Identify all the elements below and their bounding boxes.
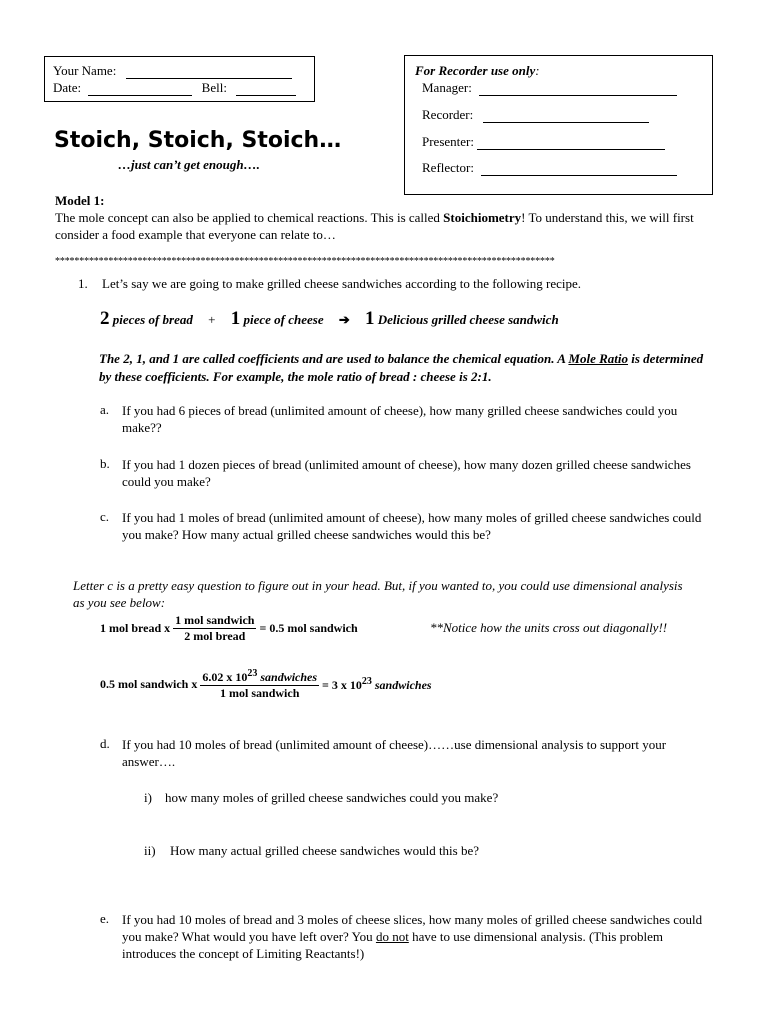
part-d-ii-text: How many actual grilled cheese sandwiches would this be? — [170, 843, 480, 858]
product-label: Delicious grilled cheese sandwich — [377, 312, 559, 327]
divider: ******************************************************************************************************* — [55, 256, 555, 267]
note-text-end: is determined by these coefficients. For example, the mole ratio of bread : cheese is 2:1. — [99, 351, 704, 384]
calc-fraction — [173, 613, 256, 644]
part-d-text: If you had 10 moles of bread (unlimited amount of cheese)……use dimensional analysis to support your answer…. — [122, 737, 667, 769]
fraction-denominator: 2 mol bread — [184, 629, 246, 643]
role-label: Recorder: — [422, 107, 474, 122]
part-b-text: If you had 1 dozen pieces of bread (unlimited amount of cheese), how many dozen grilled cheese sandwiches could you make? — [122, 457, 691, 489]
calc-2 — [100, 668, 432, 701]
recorder-field[interactable] — [483, 110, 649, 123]
student-info-box — [44, 56, 315, 102]
part-d-ii-label: ii) — [144, 843, 156, 858]
bell-field[interactable] — [236, 83, 296, 96]
plus-sign: + — [208, 312, 216, 327]
result-unit: sandwiches — [371, 678, 432, 692]
name-row — [53, 63, 292, 79]
numerator-unit: sandwiches — [257, 670, 318, 684]
note-text: The 2, 1, and 1 are called coefficients and are used to balance the chemical equation. A — [99, 351, 569, 366]
calc-start: 1 mol bread x — [100, 621, 171, 635]
part-a-label: a. — [100, 402, 110, 417]
part-d-i-text: how many moles of grilled cheese sandwiches could you make? — [165, 790, 499, 805]
calc-fraction — [200, 668, 319, 701]
calc-result: = 0.5 mol sandwich — [259, 621, 358, 635]
role-recorder — [422, 107, 649, 123]
notice-note: **Notice how the units cross out diagonally!! — [430, 620, 668, 635]
fraction-denominator: 1 mol sandwich — [220, 686, 300, 700]
part-e-text — [122, 911, 716, 962]
role-reflector — [422, 160, 677, 176]
part-b-label: b. — [100, 456, 110, 471]
note-underline: Mole Ratio — [568, 351, 629, 366]
presenter-field[interactable] — [477, 137, 665, 150]
role-label: Manager: — [422, 80, 472, 95]
q1-number: 1. — [78, 276, 88, 291]
date-field[interactable] — [88, 83, 192, 96]
arrow-icon: ➔ — [338, 312, 350, 327]
numerator-value: 6.02 x 10 — [202, 670, 248, 684]
result-value: = 3 x 10 — [322, 678, 362, 692]
reflector-field[interactable] — [481, 163, 677, 176]
page-title: Stoich, Stoich, Stoich… — [54, 128, 342, 153]
q1-text: Let’s say we are going to make grilled cheese sandwiches according to the following recipe. — [102, 276, 582, 291]
calc-start: 0.5 mol sandwich x — [100, 677, 198, 691]
reactant-label: pieces of bread — [112, 312, 193, 327]
name-field[interactable] — [126, 66, 292, 79]
recipe-equation — [100, 308, 559, 330]
part-d-i-label: i) — [144, 790, 152, 805]
coefficient: 1 — [365, 308, 375, 329]
recorder-box — [404, 55, 713, 195]
part-e-text-start: If you had 10 moles of bread and 3 moles of cheese slices, how many moles of grilled cheese sandwiches could you make? What would you have left over? You — [122, 912, 703, 944]
manager-field[interactable] — [479, 83, 677, 96]
fraction-numerator: 1 mol sandwich — [175, 613, 255, 627]
recorder-heading-text: For Recorder use only — [415, 63, 536, 78]
fraction-numerator — [200, 668, 319, 686]
date-row — [53, 80, 296, 96]
coefficient: 1 — [230, 308, 241, 329]
part-e-label: e. — [100, 911, 110, 926]
role-label: Reflector: — [422, 160, 474, 175]
recorder-heading — [415, 63, 540, 79]
intro-text: The mole concept can also be applied to chemical reactions. This is called — [55, 210, 444, 225]
calc-1 — [100, 613, 358, 644]
intro-bold: Stoichiometry — [443, 210, 522, 225]
date-label: Date: — [53, 80, 82, 95]
part-e-underline: do not — [375, 929, 409, 944]
part-e-text-end: have to use dimensional analysis. (This problem introduces the concept of Limiting Reactants!) — [122, 929, 663, 961]
recorder-heading-colon: : — [535, 63, 540, 78]
intro-text-end: ! To understand this, we will first consider a food example that everyone can relate to… — [55, 210, 694, 242]
bell-label: Bell: — [201, 80, 227, 95]
part-a-text: If you had 6 pieces of bread (unlimited amount of cheese), how many grilled cheese sandwiches could you make?? — [122, 403, 678, 435]
numerator-exponent: 23 — [247, 668, 258, 679]
model-heading: Model 1: — [55, 193, 105, 208]
letter-c-note: Letter c is a pretty easy question to figure out in your head. But, if you wanted to, you could use dimensional analysis as you see below: — [73, 578, 683, 610]
model-intro — [55, 209, 715, 243]
mole-ratio-note — [99, 350, 715, 386]
role-presenter — [422, 134, 665, 150]
role-manager — [422, 80, 677, 96]
reactant-label: piece of cheese — [243, 312, 324, 327]
calc-result — [322, 678, 432, 692]
page-subtitle: …just can’t get enough…. — [118, 157, 260, 172]
part-c-text: If you had 1 moles of bread (unlimited amount of cheese), how many moles of grilled cheese sandwiches could you make? How many actual grilled cheese sandwiches would this be? — [122, 510, 702, 542]
part-d-label: d. — [100, 736, 110, 751]
coefficient: 2 — [100, 308, 110, 329]
part-c-label: c. — [100, 509, 110, 524]
result-exponent: 23 — [361, 676, 372, 687]
role-label: Presenter: — [422, 134, 474, 149]
name-label: Your Name: — [53, 63, 117, 78]
